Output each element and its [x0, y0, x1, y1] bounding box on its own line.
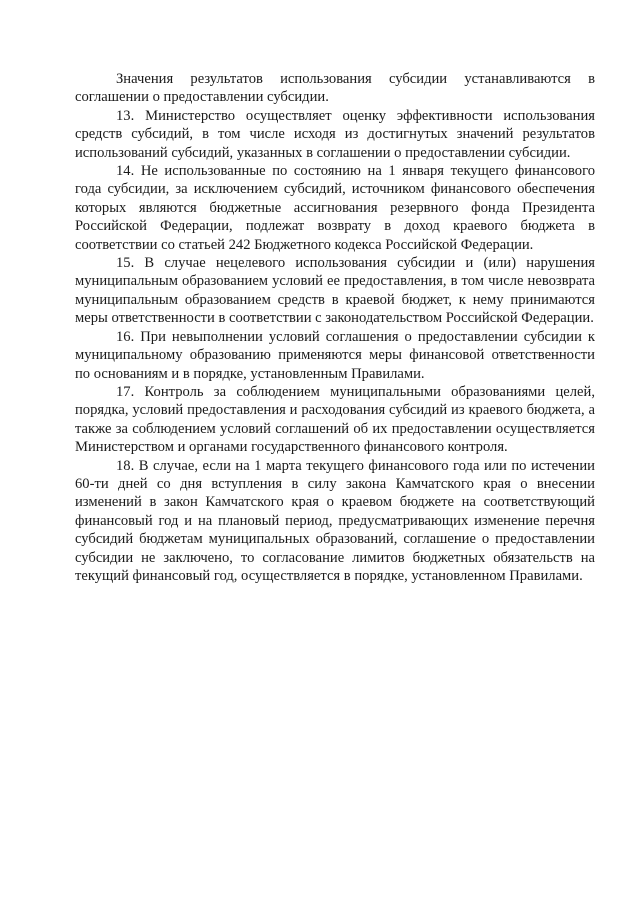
document-page — [75, 70, 595, 585]
paragraph-17: 17. Контроль за соблюдением муниципальными образованиями целей, порядка, условий предоставления и расходования субсидий из краевого бюджета, а также за соблюдением условий соглашений об их предоставлении осуществляется Министерством и органами государственного финансового контроля. — [75, 383, 595, 456]
paragraph-16: 16. При невыполнении условий соглашения о предоставлении субсидии к муниципальному образованию применяются меры финансовой ответственности по основаниям и в порядке, установленным Правилами. — [75, 328, 595, 382]
paragraph-14: 14. Не использованные по состоянию на 1 января текущего финансового года субсидии, за исключением субсидий, источником финансового обеспечения которых являются бюджетные ассигнования резервного фонда Президента Российской Федерации, подлежат возврату в доход краевого бюджета в соответствии со статьей 242 Бюджетного кодекса Российской Федерации. — [75, 163, 595, 253]
paragraph-15: 15. В случае нецелевого использования субсидии и (или) нарушения муниципальным образованием условий ее предоставления, в том числе невозврата муниципальным образованием средств в краевой бюджет, к нему принимаются меры ответственности в соответствии с законодательством Российской Федерации. — [75, 255, 595, 327]
paragraph-results-values: Значения результатов использования субсидии устанавливаются в соглашении о предоставлении субсидии. — [75, 71, 595, 106]
paragraph-13: 13. Министерство осуществляет оценку эффективности использования средств субсидий, в том числе исходя из достигнутых значений результатов использований субсидий, указанных в соглашении о предоставлении субсидии. — [75, 107, 595, 161]
paragraph-18: 18. В случае, если на 1 марта текущего финансового года или по истечении 60-ти дней со дня вступления в силу закона Камчатского края о внесении изменений в закон Камчатского края о краевом бюджете на соответствующий финансовый год и на плановый период, предусматривающих изменение перечня субсидий бюджетам муниципальных образований, соглашение о предоставлении субсидии не заключено, то согласование лимитов бюджетных обязательств на текущий финансовый год, осуществляется в порядке, установленном Правилами. — [75, 457, 595, 584]
